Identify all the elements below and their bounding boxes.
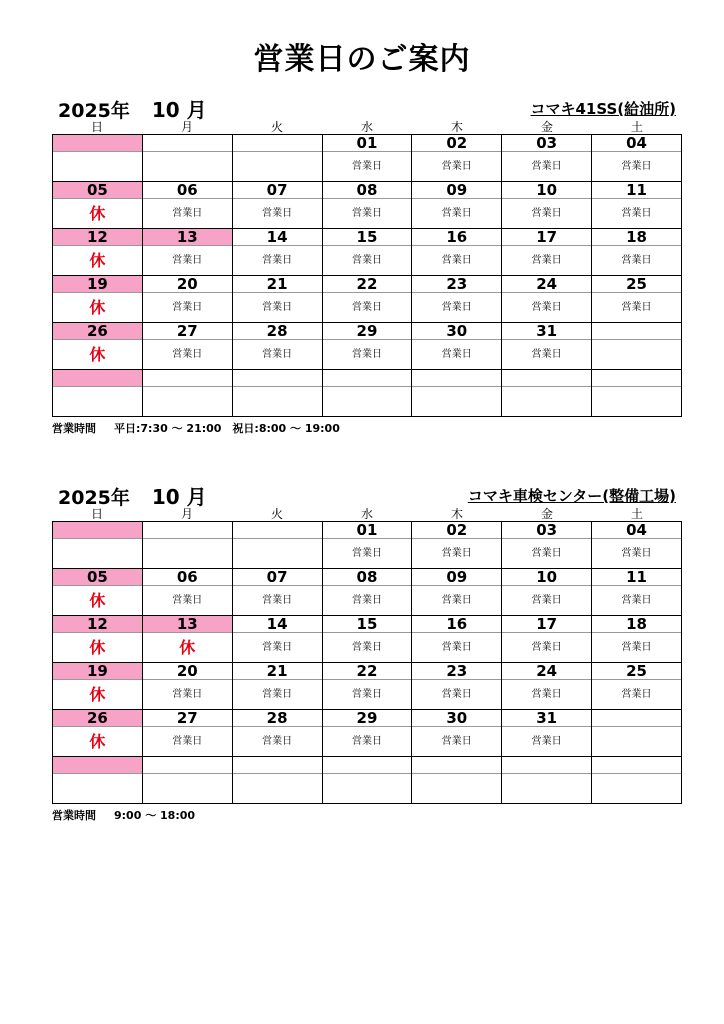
day-status: 営業日 [322,199,412,229]
week-row-status [53,727,682,757]
day-number: 21 [232,663,322,680]
day-status [592,727,682,757]
day-number: 04 [592,135,682,152]
day-number: 11 [592,182,682,199]
week-row-date [53,522,682,539]
week-row-date [53,663,682,680]
day-number [53,370,143,387]
day-status: 営業日 [592,293,682,323]
day-number: 19 [53,276,143,293]
week-row-status [53,246,682,276]
calendar-grid [52,134,682,417]
day-number: 08 [322,569,412,586]
day-number: 30 [412,323,502,340]
week-row-status [53,633,682,663]
week-row-date [53,323,682,340]
hours-label: 営業時間 [52,422,96,435]
day-status: 営業日 [142,680,232,710]
day-number [412,370,502,387]
day-status [502,774,592,804]
day-number: 23 [412,276,502,293]
day-status: 営業日 [322,293,412,323]
day-number: 10 [502,182,592,199]
week-row-date [53,182,682,199]
closed-day-label: 休 [53,586,143,616]
year-month [58,94,207,123]
day-number: 16 [412,616,502,633]
day-number: 12 [53,229,143,246]
day-number: 15 [322,616,412,633]
day-status: 営業日 [502,199,592,229]
day-number [53,757,143,774]
calendar-header [52,481,682,507]
day-number: 16 [412,229,502,246]
day-number: 18 [592,616,682,633]
day-status: 営業日 [502,539,592,569]
week-row-status [53,293,682,323]
day-status: 営業日 [142,246,232,276]
day-number [322,370,412,387]
year-label: 2025年 [58,487,130,509]
day-status: 営業日 [412,539,502,569]
weekday-fri: 金 [540,120,553,134]
day-status: 営業日 [232,680,322,710]
weekday-sat: 土 [630,507,643,521]
weekday-mon: 月 [180,507,193,521]
year-month [58,481,207,510]
business-hours [52,420,340,436]
day-number: 30 [412,710,502,727]
day-number: 01 [322,135,412,152]
day-number: 24 [502,276,592,293]
day-status [412,387,502,417]
day-number [502,757,592,774]
day-status [232,539,322,569]
day-status: 営業日 [502,680,592,710]
day-status: 営業日 [502,340,592,370]
week-row-date [53,757,682,774]
day-number: 07 [232,182,322,199]
week-row-status [53,586,682,616]
day-number: 17 [502,616,592,633]
day-status [142,774,232,804]
day-status: 営業日 [322,246,412,276]
calendar-header [52,94,682,120]
day-number: 27 [142,710,232,727]
day-number [592,323,682,340]
day-number: 13 [142,229,232,246]
day-status: 営業日 [412,633,502,663]
day-number: 20 [142,276,232,293]
month-label: 10 月 [151,485,207,509]
day-number [232,522,322,539]
business-hours [52,807,195,823]
day-number: 06 [142,182,232,199]
day-status: 営業日 [412,152,502,182]
day-number [592,710,682,727]
day-number: 20 [142,663,232,680]
hours-label: 営業時間 [52,809,96,822]
week-row-status [53,152,682,182]
year-label: 2025年 [58,100,130,122]
day-status: 営業日 [322,727,412,757]
day-number: 27 [142,323,232,340]
day-number: 28 [232,323,322,340]
day-status: 営業日 [322,340,412,370]
day-number [142,370,232,387]
weekday-wed: 水 [360,507,373,521]
day-status: 営業日 [592,586,682,616]
day-status [142,152,232,182]
day-number [142,135,232,152]
day-number: 22 [322,276,412,293]
day-status [412,774,502,804]
day-status: 営業日 [322,680,412,710]
day-status: 営業日 [322,152,412,182]
day-number [322,757,412,774]
week-row-status [53,340,682,370]
day-status: 営業日 [502,293,592,323]
day-status: 営業日 [592,680,682,710]
day-number: 29 [322,710,412,727]
day-number: 11 [592,569,682,586]
day-number: 25 [592,663,682,680]
day-number [592,370,682,387]
day-number: 19 [53,663,143,680]
calendar-grid [52,521,682,804]
day-status: 営業日 [232,586,322,616]
day-status [322,387,412,417]
day-number: 04 [592,522,682,539]
hours-text: 9:00 〜 18:00 [114,809,196,822]
day-number: 18 [592,229,682,246]
weekday-sat: 土 [630,120,643,134]
day-status: 営業日 [142,293,232,323]
day-status: 営業日 [412,727,502,757]
day-number [142,757,232,774]
day-number [53,135,143,152]
day-status: 営業日 [322,586,412,616]
day-number: 21 [232,276,322,293]
day-status [232,152,322,182]
day-status: 営業日 [592,152,682,182]
weekday-tue: 火 [270,507,283,521]
day-status: 営業日 [412,586,502,616]
week-row-date [53,710,682,727]
week-row-date [53,229,682,246]
day-status [592,387,682,417]
day-number: 22 [322,663,412,680]
day-number [142,522,232,539]
day-status [232,774,322,804]
day-status: 営業日 [232,293,322,323]
day-status [232,387,322,417]
day-number [502,370,592,387]
day-status [53,387,143,417]
day-number: 01 [322,522,412,539]
day-status [53,539,143,569]
day-number [53,522,143,539]
day-status: 営業日 [142,586,232,616]
day-number: 28 [232,710,322,727]
day-number [232,757,322,774]
day-number: 06 [142,569,232,586]
day-number: 09 [412,182,502,199]
day-status [53,774,143,804]
day-number: 29 [322,323,412,340]
day-number: 02 [412,522,502,539]
day-number: 02 [412,135,502,152]
closed-day-label: 休 [142,633,232,663]
day-status: 営業日 [232,727,322,757]
weekday-thu: 木 [450,507,463,521]
week-row-status [53,774,682,804]
location-name: コマキ41SS(給油所) [530,100,676,118]
day-status: 営業日 [232,246,322,276]
page-title: 営業日のご案内 [253,42,471,77]
weekday-sun: 日 [90,120,103,134]
day-status [53,152,143,182]
day-number [232,370,322,387]
week-row-status [53,387,682,417]
day-number: 07 [232,569,322,586]
day-number: 15 [322,229,412,246]
weekday-fri: 金 [540,507,553,521]
week-row-date [53,276,682,293]
day-status: 営業日 [412,199,502,229]
closed-day-label: 休 [53,340,143,370]
day-status: 営業日 [592,633,682,663]
calendar-inspection-center [52,481,682,804]
week-row-status [53,680,682,710]
closed-day-label: 休 [53,246,143,276]
day-number: 31 [502,710,592,727]
day-status: 営業日 [412,340,502,370]
closed-day-label: 休 [53,680,143,710]
day-number: 10 [502,569,592,586]
day-status: 営業日 [232,199,322,229]
week-row-date [53,135,682,152]
closed-day-label: 休 [53,293,143,323]
day-number: 14 [232,229,322,246]
closed-day-label: 休 [53,727,143,757]
day-status: 営業日 [412,680,502,710]
closed-day-label: 休 [53,199,143,229]
day-status: 営業日 [592,246,682,276]
weekday-wed: 水 [360,120,373,134]
day-status: 営業日 [142,199,232,229]
day-number: 17 [502,229,592,246]
day-status [142,539,232,569]
day-number: 03 [502,135,592,152]
weekday-sun: 日 [90,507,103,521]
day-number: 14 [232,616,322,633]
day-status [142,387,232,417]
day-number: 26 [53,323,143,340]
week-row-status [53,199,682,229]
day-number: 24 [502,663,592,680]
day-number: 25 [592,276,682,293]
calendar-gas-station [52,94,682,417]
day-status: 営業日 [412,293,502,323]
day-status: 営業日 [322,633,412,663]
weekday-thu: 木 [450,120,463,134]
week-row-date [53,569,682,586]
day-status: 営業日 [322,539,412,569]
day-status [322,774,412,804]
weekday-mon: 月 [180,120,193,134]
day-status: 営業日 [502,633,592,663]
day-status: 営業日 [232,340,322,370]
week-row-date [53,370,682,387]
day-number: 31 [502,323,592,340]
day-status: 営業日 [592,539,682,569]
closed-day-label: 休 [53,633,143,663]
day-number [232,135,322,152]
day-number: 05 [53,569,143,586]
day-number: 26 [53,710,143,727]
day-number: 08 [322,182,412,199]
day-status [592,340,682,370]
week-row-date [53,616,682,633]
week-row-status [53,539,682,569]
weekday-tue: 火 [270,120,283,134]
day-status: 営業日 [232,633,322,663]
day-status [592,774,682,804]
day-number [412,757,502,774]
day-number [592,757,682,774]
day-status: 営業日 [142,340,232,370]
day-status: 営業日 [412,246,502,276]
day-status: 営業日 [592,199,682,229]
day-number: 13 [142,616,232,633]
day-number: 12 [53,616,143,633]
day-number: 23 [412,663,502,680]
day-status [502,387,592,417]
month-label: 10 月 [151,98,207,122]
day-status: 営業日 [502,152,592,182]
day-status: 営業日 [502,586,592,616]
location-name: コマキ車検センター(整備工場) [467,487,676,505]
day-number: 03 [502,522,592,539]
day-status: 営業日 [502,246,592,276]
day-number: 05 [53,182,143,199]
day-status: 営業日 [502,727,592,757]
hours-text: 平日:7:30 〜 21:00 祝日:8:00 〜 19:00 [114,422,340,435]
day-number: 09 [412,569,502,586]
day-status: 営業日 [142,727,232,757]
